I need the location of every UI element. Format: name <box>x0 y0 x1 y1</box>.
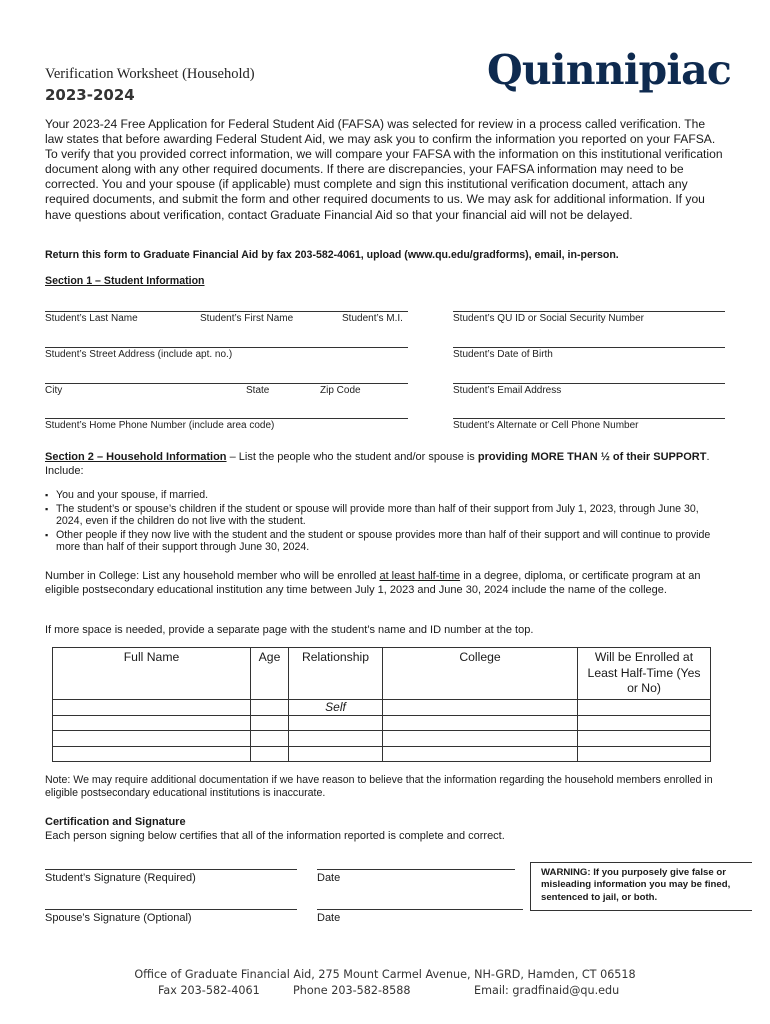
footer-email: Email: gradfinaid@qu.edu <box>474 984 620 997</box>
table-cell[interactable] <box>289 715 383 731</box>
section1-heading: Section 1 – Student Information <box>45 275 205 287</box>
quinnipiac-logo: Quinnipiac <box>487 46 732 94</box>
table-row <box>53 699 711 715</box>
household-table <box>52 647 711 762</box>
table-cell[interactable] <box>383 699 578 715</box>
student-date-field[interactable] <box>317 869 515 870</box>
college-text-a: Number in College: List any household member who will be enrolled <box>45 570 380 582</box>
quid-field[interactable] <box>453 311 725 312</box>
zip-label: Zip Code <box>320 385 361 396</box>
street-address-field[interactable] <box>45 347 408 348</box>
spouse-signature-label: Spouse’s Signature (Optional) <box>45 912 192 924</box>
table-cell[interactable] <box>289 731 383 747</box>
student-signature-field[interactable] <box>45 869 297 870</box>
home-phone-field[interactable] <box>45 418 408 419</box>
spouse-signature-field[interactable] <box>45 909 297 910</box>
table-cell[interactable] <box>53 731 251 747</box>
last-name-label: Student’s Last Name <box>45 313 138 324</box>
email-field[interactable] <box>453 383 725 384</box>
table-row <box>53 746 711 762</box>
intro-paragraph: Your 2023-24 Free Application for Federal Student Aid (FAFSA) was selected for review in a process called verification. The law states that before awarding Federal Student Aid, we may ask you to confirm the information you reported on your FAFSA. To verify that you provided correct information, we will compare your FAFSA with the information on this institutional verification document along with any other required documents. If there are discrepancies, your FAFSA information may need to be corrected. You and your spouse (if applicable) must complete and sign this institutional verification document, attach any required documents, and submit the form and other required documents to us. We may ask for additional information. If you have questions about verification, contact Graduate Financial Aid so that your financial aid will not be delayed. <box>45 117 723 222</box>
spouse-date-label: Date <box>317 912 341 924</box>
table-cell[interactable] <box>578 746 711 762</box>
return-instructions: Return this form to Graduate Financial Aid by fax 203-582-4061, upload (www.qu.edu/gradforms), email, in-person. <box>45 249 619 261</box>
quid-label: Student’s QU ID or Social Security Number <box>453 313 645 324</box>
dob-field[interactable] <box>453 347 725 348</box>
table-cell[interactable] <box>251 715 289 731</box>
student-signature-label: Student’s Signature (Required) <box>45 872 196 884</box>
footer-phone: Phone 203-582-8588 <box>293 984 411 997</box>
mi-label: Student’s M.I. <box>342 313 403 324</box>
footer-address: Office of Graduate Financial Aid, 275 Mount Carmel Avenue, NH-GRD, Hamden, CT 06518 <box>134 968 636 981</box>
city-label: City <box>45 385 63 396</box>
home-phone-label: Student’s Home Phone Number (include area code) <box>45 420 275 431</box>
table-cell[interactable] <box>578 715 711 731</box>
list-item: ▪ Other people if they now live with the student and the student or spouse provides more than half of their support and will continue to provide more than half of their support through June 30, 2024. <box>45 529 725 554</box>
col-half-time: Will be Enrolled at Least Half-Time (Yes or No) <box>578 648 711 700</box>
number-in-college-paragraph <box>45 570 725 597</box>
certification-text: Each person signing below certifies that all of the information reported is complete and correct. <box>45 830 505 842</box>
document-year: 2023-2024 <box>45 86 135 104</box>
table-cell[interactable] <box>53 715 251 731</box>
more-space-note: If more space is needed, provide a separate page with the student’s name and ID number at the top. <box>45 624 534 636</box>
student-name-field[interactable] <box>45 311 408 312</box>
table-row <box>53 731 711 747</box>
col-college: College <box>383 648 578 700</box>
table-header-row <box>53 648 711 700</box>
table-cell[interactable] <box>251 699 289 715</box>
include-list <box>45 489 725 555</box>
col-full-name: Full Name <box>53 648 251 700</box>
col-age: Age <box>251 648 289 700</box>
table-cell[interactable] <box>578 731 711 747</box>
table-cell[interactable] <box>383 731 578 747</box>
college-text-c: in a degree, diploma, or certificate program at an eligible postsecondary educational institution any time between July 1, 2023 and June 30, 2024 include the name of the college. <box>45 570 701 596</box>
table-cell[interactable] <box>53 746 251 762</box>
table-cell[interactable] <box>53 699 251 715</box>
footer-fax: Fax 203-582-4061 <box>158 984 260 997</box>
warning-box: WARNING: If you purposely give false or misleading information you may be fined, sentenced to jail, or both. <box>530 862 752 911</box>
section2-intro-text: – List the people who the student and/or spouse is <box>226 451 478 463</box>
section2-intro <box>45 451 725 478</box>
table-row <box>53 715 711 731</box>
city-state-zip-field[interactable] <box>45 383 408 384</box>
document-title: Verification Worksheet (Household) <box>45 66 255 82</box>
documentation-note: Note: We may require additional documentation if we have reason to believe that the information regarding the household members enrolled in eligible postsecondary educational institutions is inaccurate. <box>45 774 713 799</box>
street-address-label: Student’s Street Address (include apt. no.) <box>45 349 233 360</box>
dob-label: Student’s Date of Birth <box>453 349 553 360</box>
email-label: Student’s Email Address <box>453 385 562 396</box>
table-cell[interactable] <box>383 746 578 762</box>
cell-phone-label: Student’s Alternate or Cell Phone Number <box>453 420 639 431</box>
table-cell[interactable] <box>383 715 578 731</box>
certification-heading: Certification and Signature <box>45 816 186 828</box>
cell-phone-field[interactable] <box>453 418 725 419</box>
half-time-emphasis: at least half-time <box>379 570 461 582</box>
table-cell[interactable] <box>251 731 289 747</box>
col-relationship: Relationship <box>289 648 383 700</box>
table-cell[interactable] <box>289 746 383 762</box>
table-cell[interactable]: Self <box>289 699 383 715</box>
list-item: ▪ You and your spouse, if married. <box>45 489 725 502</box>
section2-support-emphasis: providing MORE THAN ½ of their SUPPORT <box>477 451 707 463</box>
list-item: ▪ The student’s or spouse’s children if the student or spouse will provide more than half of their support from July 1, 2023, through June 30, 2024, even if the children do not live with the student. <box>45 503 725 528</box>
table-cell[interactable] <box>251 746 289 762</box>
section2-heading: Section 2 – Household Information <box>45 451 227 463</box>
student-date-label: Date <box>317 872 341 884</box>
section2-include-text: . Include: <box>45 451 710 477</box>
state-label: State <box>246 385 270 396</box>
first-name-label: Student’s First Name <box>200 313 294 324</box>
table-cell[interactable] <box>578 699 711 715</box>
spouse-date-field[interactable] <box>317 909 523 910</box>
